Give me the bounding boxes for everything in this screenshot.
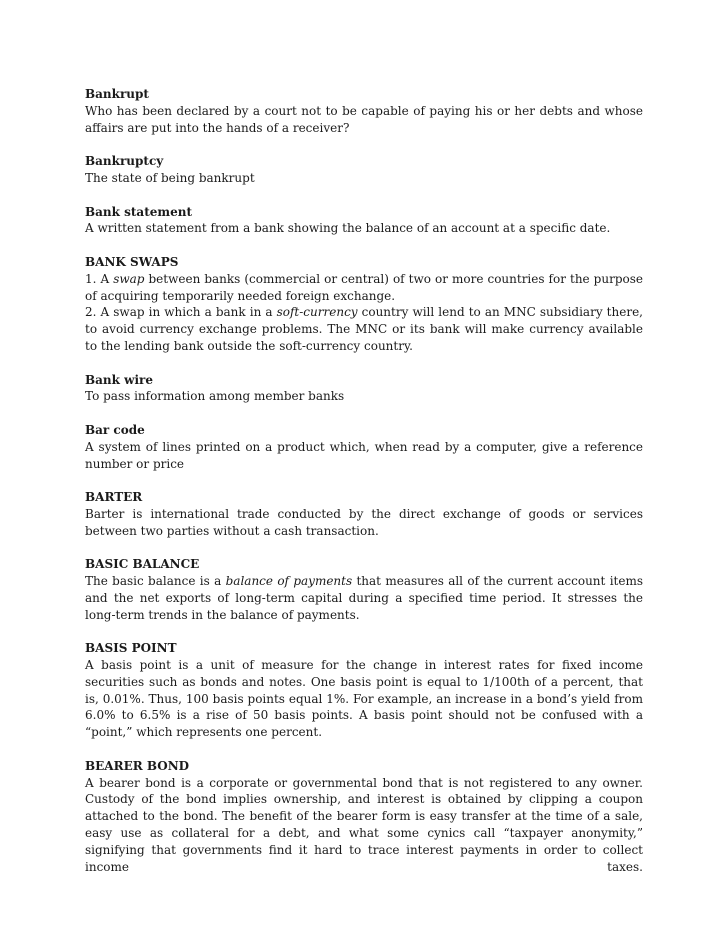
- entry-definition: Who has been declared by a court not to be capable of paying his or her debts and whose affairs are put into the hands of a receiver?: [85, 103, 643, 135]
- entry-definition: [85, 573, 643, 623]
- entry-definition: A bearer bond is a corporate or governmental bond that is not registered to any owner. Custody of the bond implies ownership, and interest is obtained by clipping a coupon attached to the bond. The benefit of the bearer form is easy transfer at the time of a sale, easy use as collateral for a debt, and what some cynics call “taxpayer anonymity,” signifying that governments find it hard to trace interest payments in order to collect income taxes.: [85, 775, 643, 874]
- glossary-entry-basis-point: [85, 640, 643, 741]
- italic-term: balance of payments: [225, 574, 353, 589]
- entry-term: BASIS POINT: [85, 641, 177, 656]
- entry-term: Bank wire: [85, 372, 153, 387]
- glossary-entry-bankrupt: [85, 86, 643, 136]
- italic-term: swap: [113, 271, 145, 286]
- italic-term: soft-currency: [276, 305, 358, 320]
- text-run: The basic balance is a: [85, 574, 226, 589]
- glossary-entry-bank-swaps: [85, 254, 643, 355]
- glossary-entry-bank-wire: [85, 372, 643, 406]
- entry-definition: A written statement from a bank showing the balance of an account at a specific date.: [85, 221, 611, 236]
- entry-definition-2: [85, 304, 643, 354]
- text-run: between banks (commercial or central) of two or more countries for the purpose of acquiring temporarily needed foreign exchange.: [85, 271, 643, 303]
- glossary-entry-bearer-bond: [85, 758, 643, 876]
- entry-definition: Barter is international trade conducted by the direct exchange of goods or services between two parties without a cash transaction.: [85, 506, 643, 538]
- entry-definition-1: [85, 271, 643, 305]
- text-run: country will lend to an MNC subsidiary there, to avoid currency exchange problems. The MNC or its bank will make currency available to the lending bank outside the soft-currency country.: [85, 305, 643, 353]
- glossary-entry-barter: [85, 489, 643, 539]
- entry-definition: A basis point is a unit of measure for the change in interest rates for fixed income securities such as bonds and notes. One basis point is equal to 1/100th of a percent, that is, 0.01%. Thus, 100 basis points equal 1%. For example, an increase in a bond’s yield from 6.0% to 6.5% is a rise of 50 basis points. A basis point should not be confused with a “point,” which represents one percent.: [85, 658, 643, 740]
- entry-definition: The state of being bankrupt: [85, 170, 255, 185]
- entry-term: BASIC BALANCE: [85, 557, 200, 572]
- text-run: 1. A: [85, 271, 114, 286]
- entry-term: BARTER: [85, 490, 143, 505]
- entry-term: BEARER BOND: [85, 758, 190, 773]
- text-run: 2. A swap in which a bank in a: [85, 305, 277, 320]
- entry-definition: A system of lines printed on a product which, when read by a computer, give a reference number or price: [85, 439, 643, 471]
- entry-term: Bank statement: [85, 204, 192, 219]
- entry-term: BANK SWAPS: [85, 254, 179, 269]
- entry-definition: To pass information among member banks: [85, 389, 345, 404]
- text-run: that measures all of the current account items and the net exports of long-term capital during a specified time period. It stresses the long-term trends in the balance of payments.: [85, 574, 643, 622]
- entry-term: Bankruptcy: [85, 154, 164, 169]
- document-page: [85, 86, 643, 892]
- glossary-entry-bank-statement: [85, 204, 643, 238]
- glossary-entry-bar-code: [85, 422, 643, 472]
- entry-term: Bankrupt: [85, 87, 149, 101]
- glossary-entry-basic-balance: [85, 556, 643, 623]
- entry-term: Bar code: [85, 422, 145, 437]
- glossary-entry-bankruptcy: [85, 153, 643, 187]
